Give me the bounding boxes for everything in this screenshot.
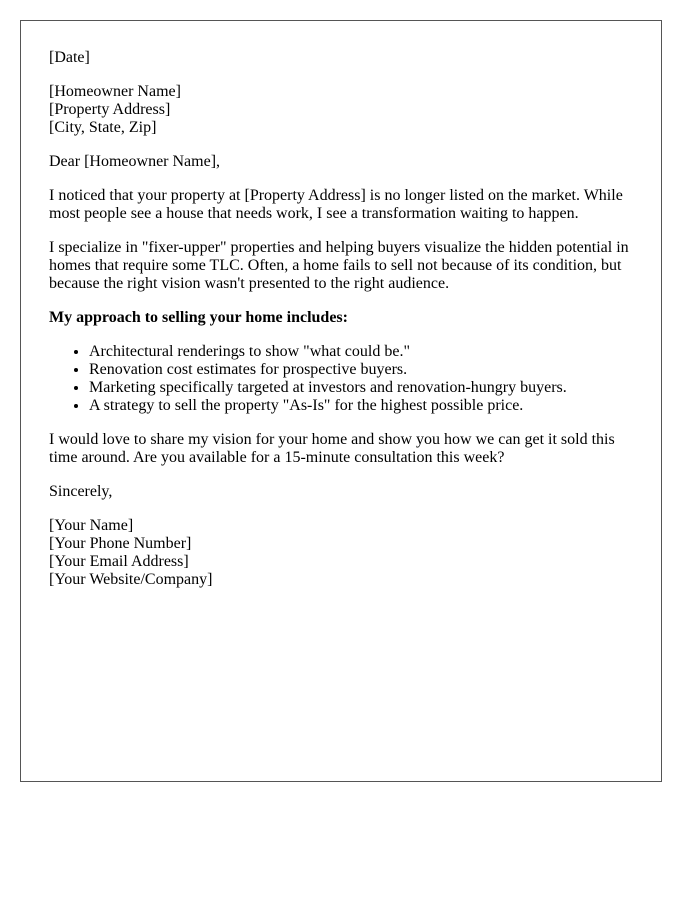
list-item: • Renovation cost estimates for prospective buyers. bbox=[89, 361, 633, 379]
letter bbox=[20, 20, 662, 782]
closing-paragraph: I would love to share my vision for your home and show you how we can get it sold this time around. Are you available for a 15-minute consultation this week? bbox=[49, 431, 615, 466]
salutation: Dear [Homeowner Name], bbox=[49, 153, 221, 170]
sender-email: [Your Email Address] bbox=[49, 553, 189, 570]
recipient-address bbox=[49, 83, 633, 137]
specialty-paragraph: I specialize in "fixer-upper" properties and helping buyers visualize the hidden potential in homes that require some TLC. Often, a home fails to sell not because of its condition, but because the right vision wasn't presented to the right audience. bbox=[49, 239, 629, 292]
list-item: • Marketing specifically targeted at investors and renovation-hungry buyers. bbox=[89, 379, 633, 397]
approach-list bbox=[49, 343, 633, 415]
approach-heading-text: My approach to selling your home includes: bbox=[49, 309, 348, 326]
approach-heading bbox=[49, 309, 633, 327]
intro-paragraph: I noticed that your property at [Property Address] is no longer listed on the market. While most people see a house that needs work, I see a transformation waiting to happen. bbox=[49, 187, 623, 222]
sender-name: [Your Name] bbox=[49, 517, 134, 534]
signature-block bbox=[49, 517, 633, 589]
recipient-street: [Property Address] bbox=[49, 101, 171, 118]
list-item: • Architectural renderings to show "what could be." bbox=[89, 343, 633, 361]
sender-website: [Your Website/Company] bbox=[49, 571, 213, 588]
recipient-name: [Homeowner Name] bbox=[49, 83, 181, 100]
list-item: • A strategy to sell the property "As-Is" for the highest possible price. bbox=[89, 397, 633, 415]
sender-phone: [Your Phone Number] bbox=[49, 535, 192, 552]
recipient-city: [City, State, Zip] bbox=[49, 119, 157, 136]
signoff: Sincerely, bbox=[49, 483, 113, 500]
date: [Date] bbox=[49, 49, 90, 66]
